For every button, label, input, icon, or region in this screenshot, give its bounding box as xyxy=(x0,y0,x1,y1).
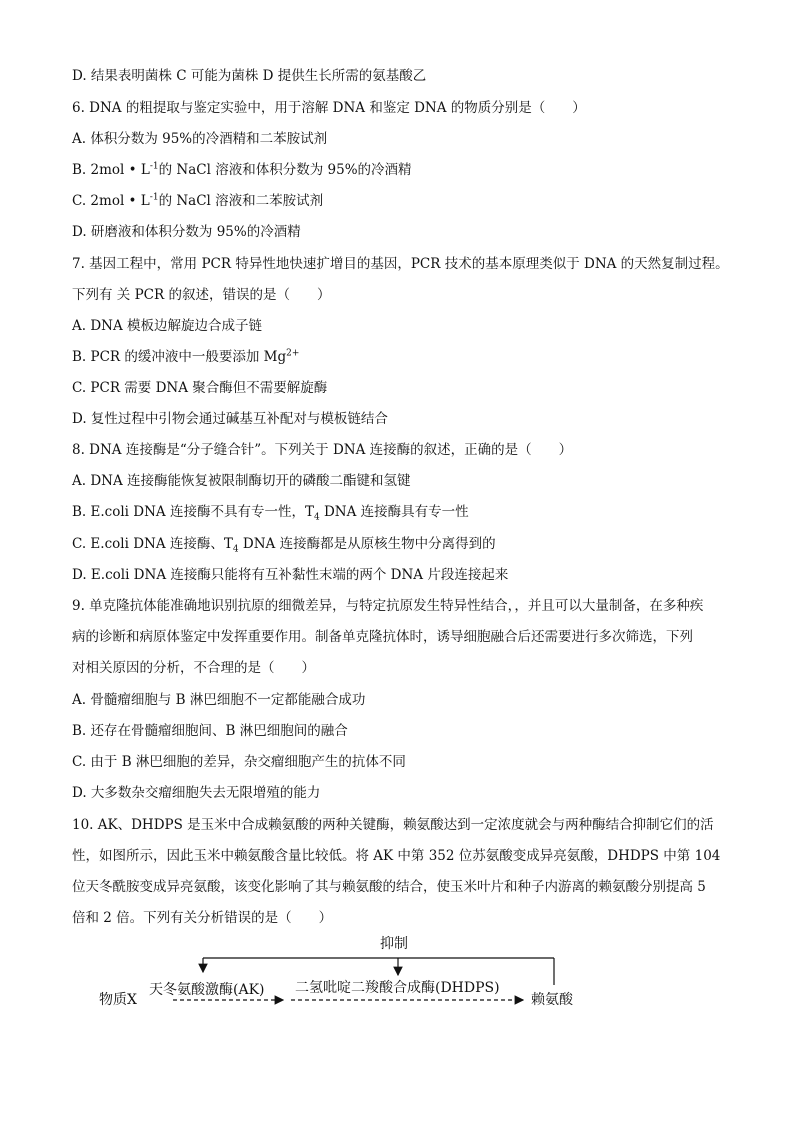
question-9-stem-2: 病的诊断和病原体鉴定中发挥重要作用。制备单克隆抗体时，诱导细胞融合后还需要进行多次筛选，下列 xyxy=(72,629,693,645)
line-d-conclusion: D. 结果表明菌株 C 可能为菌株 D 提供生长所需的氨基酸乙 xyxy=(72,68,427,84)
question-8-option-c: C. E.coli DNA 连接酶、$T_4$ DNA 连接酶都是从原核生物中分离得到的 xyxy=(72,536,496,555)
enzyme-dhdps-label: 二氢吡啶二羧酸合成酶(DHDPS) xyxy=(295,980,500,996)
question-7-stem-2: 下列有 关 PCR 的叙述，错误的是（ ） xyxy=(72,287,331,303)
question-8-stem: 8. DNA 连接酶是“分子缝合针”。下列关于 DNA 连接酶的叙述，正确的是（ ） xyxy=(72,442,573,458)
question-7-option-b: B. PCR 的缓冲液中一般要添加 $Mg^{2+}$ xyxy=(72,348,300,365)
lysine-pathway-diagram xyxy=(95,930,615,1030)
question-7-option-d: D. 复性过程中引物会通过碱基互补配对与模板链结合 xyxy=(72,411,388,427)
inhibit-label: 抑制 xyxy=(380,936,408,952)
question-6-option-a: A. 体积分数为 95%的冷酒精和二苯胺试剂 xyxy=(72,131,328,147)
question-9-option-a: A. 骨髓瘤细胞与 B 淋巴细胞不一定都能融合成功 xyxy=(72,692,366,708)
question-8-option-a: A. DNA 连接酶能恢复被限制酶切开的磷酸二酯键和氢键 xyxy=(72,473,411,489)
question-9-option-c: C. 由于 B 淋巴细胞的差异，杂交瘤细胞产生的抗体不同 xyxy=(72,754,406,770)
question-9-stem-1: 9. 单克隆抗体能准确地识别抗原的细微差异，与特定抗原发生特异性结合，，并且可以大量制备，在多种疾 xyxy=(72,598,704,614)
question-7-option-c: C. PCR 需要 DNA 聚合酶但不需要解旋酶 xyxy=(72,380,328,396)
question-10-stem-1: 10. AK、DHDPS 是玉米中合成赖氨酸的两种关键酶，赖氨酸达到一定浓度就会与两种酶结合抑制它们的活 xyxy=(72,817,714,833)
question-10-stem-2: 性，如图所示，因此玉米中赖氨酸含量比较低。将 AK 中第 352 位苏氨酸变成异亮氨酸，DHDPS 中第 104 xyxy=(72,848,721,864)
question-6-option-c: C. 2mol • $L^{-1}$的 NaCl 溶液和二苯胺试剂 xyxy=(72,192,324,209)
question-7-option-a: A. DNA 模板边解旋边合成子链 xyxy=(72,318,263,334)
question-10-stem-3: 位天冬酰胺变成异亮氨酸，该变化影响了其与赖氨酸的结合，使玉米叶片和种子内游离的赖氨酸分别提高 5 xyxy=(72,879,706,895)
question-9-option-d: D. 大多数杂交瘤细胞失去无限增殖的能力 xyxy=(72,785,321,801)
question-9-stem-3: 对相关原因的分析，不合理的是（ ） xyxy=(72,660,315,676)
question-9-option-b: B. 还存在骨髓瘤细胞间、B 淋巴细胞间的融合 xyxy=(72,723,348,739)
question-7-stem-1: 7. 基因工程中，常用 PCR 特异性地快速扩增目的基因，PCR 技术的基本原理类似于 DNA 的天然复制过程。 xyxy=(72,256,729,272)
question-6-stem: 6. DNA 的粗提取与鉴定实验中，用于溶解 DNA 和鉴定 DNA 的物质分别是（ ） xyxy=(72,100,586,116)
question-8-option-b: B. E.coli DNA 连接酶不具有专一性，$T_4$ DNA 连接酶具有专一性 xyxy=(72,504,469,523)
question-6-option-d: D. 研磨液和体积分数为 95%的冷酒精 xyxy=(72,224,301,240)
question-6-option-b: B. 2mol • $L^{-1}$的 NaCl 溶液和体积分数为 95%的冷酒精 xyxy=(72,161,412,178)
lysine-label: 赖氨酸 xyxy=(531,992,573,1008)
enzyme-ak-label: 天冬氨酸激酶(AK) xyxy=(149,982,265,998)
question-10-stem-4: 倍和 2 倍。下列有关分析错误的是（ ） xyxy=(72,910,333,926)
substance-x-label: 物质X xyxy=(99,992,137,1008)
question-8-option-d: D. E.coli DNA 连接酶只能将有互补黏性末端的两个 DNA 片段连接起来 xyxy=(72,567,509,583)
